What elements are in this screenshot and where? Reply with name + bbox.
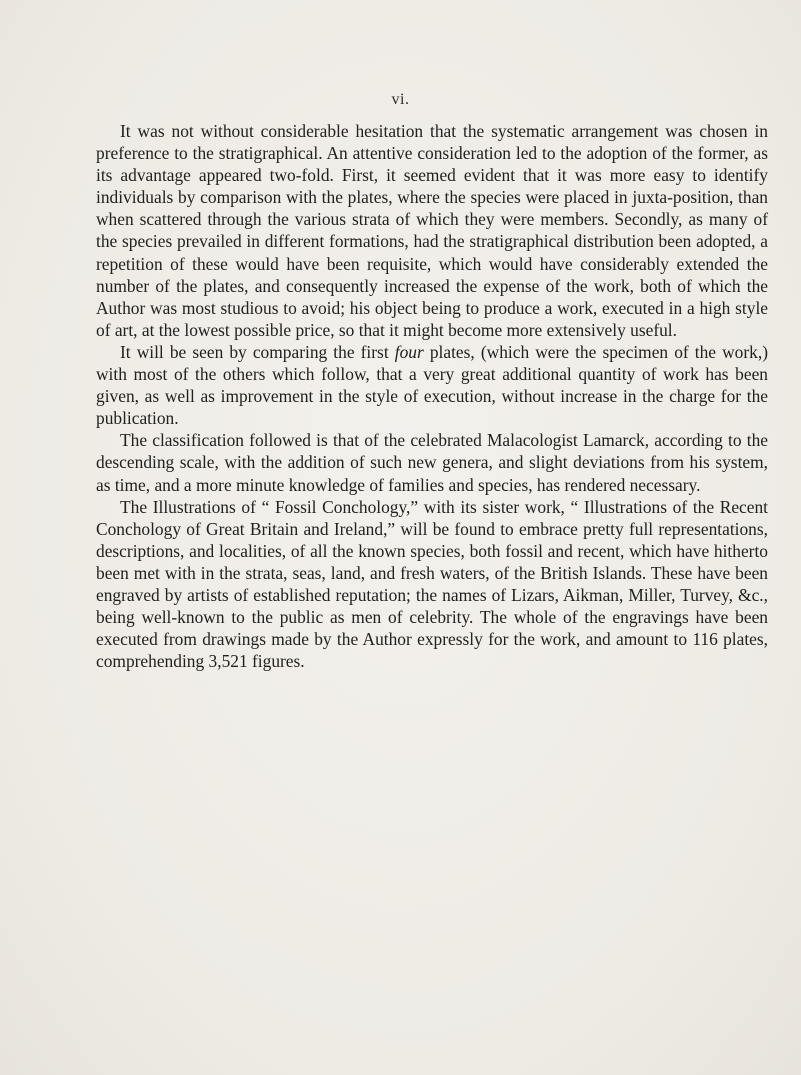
body-text (96, 120, 768, 672)
paragraph-illustrations: The Illustrations of “ Fossil Conchology,” with its sister work, “ Illustrations of the Recent Conchology of Great Britain and Ireland,” will be found to embrace pretty full representations, descriptions, and localities, of all the known species, both fossil and recent, which have hitherto been met with in the strata, seas, land, and fresh waters, of the British Islands. These have been engraved by artists of established reputation; the names of Lizars, Aikman, Miller, Turvey, &c., being well-known to the public as men of celebrity. The whole of the engravings have been executed from drawings made by the Author expressly for the work, and amount to 116 plates, comprehending 3,521 figures. (96, 496, 768, 672)
paragraph-plates-end: plates, (which were the specimen of the work,) with most of the others which follow, that a very great additional quantity of work has been given, as well as improvement in the style of execution, without increase in the charge for the publication. (96, 341, 768, 429)
paragraph-classification: The classification followed is that of the celebrated Malacologist Lamarck, according to the descending scale, with the addition of such new genera, and slight deviations from his system, as time, and a more minute knowledge of families and species, has rendered necessary. (96, 430, 768, 495)
page-number: vi. (391, 91, 410, 108)
italic-word: four (394, 341, 424, 362)
paragraph-plates-start: It will be seen by comparing the first (120, 341, 395, 362)
paragraph-arrangement: It was not without considerable hesitation that the systematic arrangement was chosen in preference to the stratigraphical. An attentive consideration led to the adoption of the former, as its advantage appeared two-fold. First, it seemed evident that it was more easy to identify individuals by comparison with the plates, where the species were placed in juxta-position, than when scattered through the various strata of which they were members. Secondly, as many of the species prevailed in different formations, had the stratigraphical distribution been adopted, a repetition of these would have been requisite, which would have considerably extended the number of the plates, and consequently increased the expense of the work, both of which the Author was most studious to avoid; his object being to produce a work, executed in a high style of art, at the lowest possible price, so that it might become more extensively useful. (96, 121, 768, 340)
paragraph-plates (96, 341, 768, 429)
